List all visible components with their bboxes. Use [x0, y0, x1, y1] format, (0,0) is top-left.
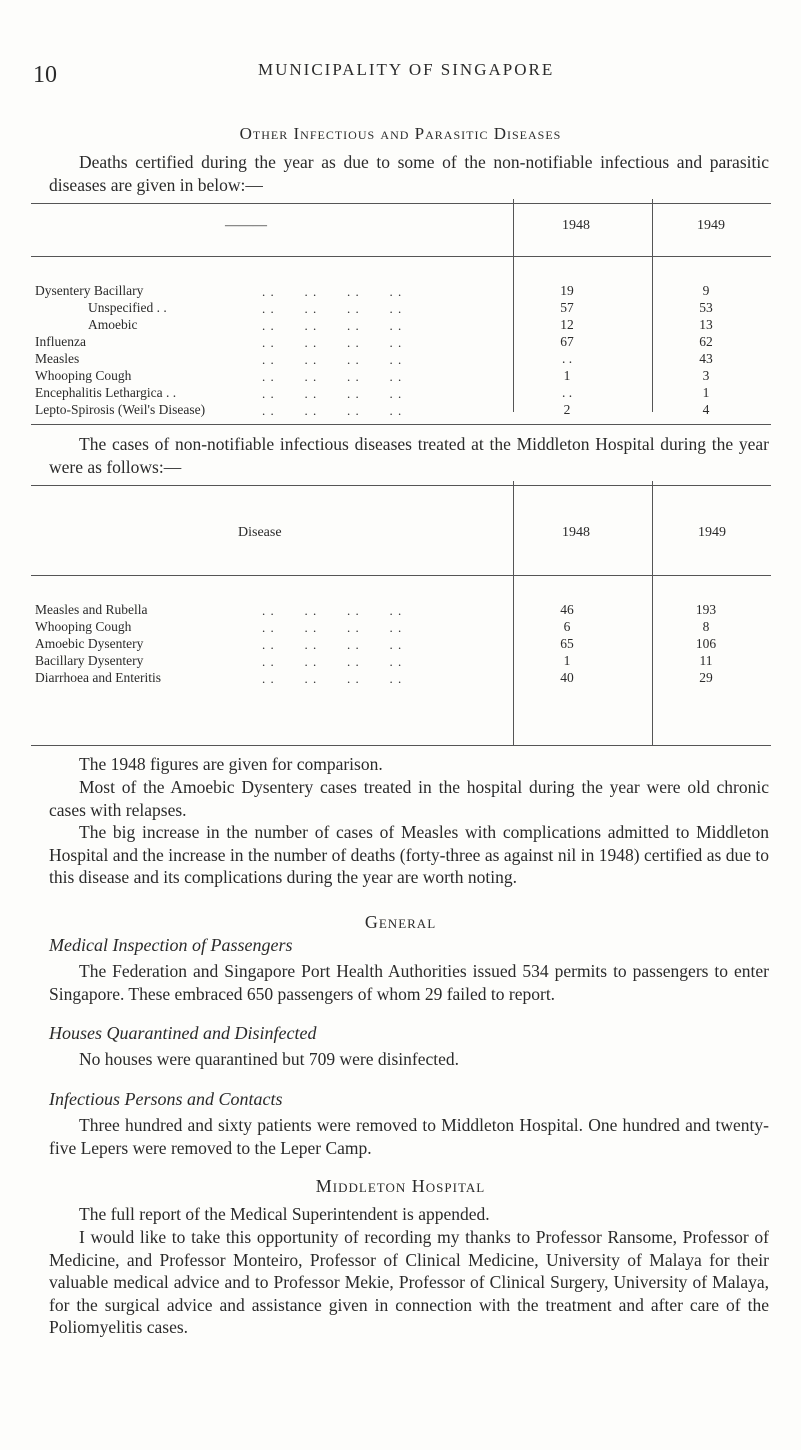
table1-cell: 9 — [702, 283, 710, 298]
running-title: MUNICIPALITY OF SINGAPORE — [258, 60, 555, 79]
table2-cell: 46 — [560, 602, 574, 617]
middleton-heading: Middleton Hospital — [315, 1176, 486, 1196]
leader-dots: . . . . . . . . — [262, 284, 403, 299]
houses-heading: Houses Quarantined and Disinfected — [49, 1023, 317, 1043]
leader-dots: . . . . . . . . — [262, 620, 403, 635]
table2-col-divider-1 — [513, 481, 514, 745]
medical-inspection-heading: Medical Inspection of Passengers — [49, 935, 293, 955]
table2-cell: 8 — [702, 619, 710, 634]
leader-dots: . . . . . . . . — [262, 671, 403, 686]
table2-row-label: Bacillary Dysentery — [35, 653, 144, 668]
page-number: 10 — [33, 62, 57, 88]
infectious-persons-text: Three hundred and sixty patients were removed to Middleton Hospital. One hundred and twenty-five Lepers were removed to the Leper Camp. — [49, 1115, 769, 1158]
table2-cell: 1 — [563, 653, 571, 668]
middle-text: The cases of non-notifiable infectious diseases treated at the Middleton Hospital during the year were as follows:— — [49, 434, 769, 477]
table2-col-1948: 1948 — [562, 525, 590, 540]
table1-cell: . . — [561, 351, 573, 366]
table1-cell: 2 — [563, 402, 571, 417]
section-title-other-infectious: Other Infectious and Parasitic Diseases — [239, 124, 562, 143]
table2-col-divider-2 — [652, 481, 653, 745]
leader-dots: . . . . . . . . — [262, 369, 403, 384]
middleton-report-note: The full report of the Medical Superintendent is appended. — [79, 1204, 490, 1224]
table2-row-label: Whooping Cough — [35, 619, 132, 634]
leader-dots: . . . . . . . . — [262, 352, 403, 367]
table1-cell: 3 — [702, 368, 710, 383]
table1-col-divider-1 — [513, 199, 514, 412]
table1-head-rule — [31, 256, 771, 257]
table1-cell: 13 — [699, 317, 713, 332]
table1-row-label: Encephalitis Lethargica . . — [35, 385, 177, 400]
infectious-persons-heading: Infectious Persons and Contacts — [49, 1089, 283, 1109]
table1-cell: 67 — [560, 334, 574, 349]
amoebic-note: Most of the Amoebic Dysentery cases treated in the hospital during the year were old chronic cases with relapses. — [49, 777, 769, 820]
general-heading: General — [364, 912, 437, 932]
leader-dots: . . . . . . . . — [262, 318, 403, 333]
leader-dots: . . . . . . . . — [262, 386, 403, 401]
table1-corner: ——— — [225, 218, 267, 233]
table1-col-1949: 1949 — [697, 218, 725, 233]
table1-col-1948: 1948 — [562, 218, 590, 233]
table1-row-label: Lepto-Spirosis (Weil's Disease) — [35, 402, 206, 417]
table1-row-label: Dysentery Bacillary — [35, 283, 144, 298]
table1-cell: 53 — [699, 300, 713, 315]
leader-dots: . . . . . . . . — [262, 301, 403, 316]
table2-col-1949: 1949 — [698, 525, 726, 540]
table2-cell: 11 — [699, 653, 713, 668]
leader-dots: . . . . . . . . — [262, 335, 403, 350]
table1-cell: 62 — [699, 334, 713, 349]
table1-cell: . . — [561, 385, 573, 400]
table1-cell: 43 — [699, 351, 713, 366]
table2-head-rule — [31, 575, 771, 576]
houses-text: No houses were quarantined but 709 were disinfected. — [79, 1049, 460, 1069]
table1-cell: 1 — [563, 368, 571, 383]
table1-cell: 12 — [560, 317, 574, 332]
comparison-note: The 1948 figures are given for comparison. — [79, 754, 383, 774]
table2-cell: 6 — [563, 619, 571, 634]
table1-col-divider-2 — [652, 199, 653, 412]
table2-cell: 106 — [695, 636, 717, 651]
table2-row-label: Diarrhoea and Enteritis — [35, 670, 161, 685]
measles-note: The big increase in the number of cases of Measles with complications admitted to Middleton Hospital and the increase in the number of deaths (forty-three as against nil in 1948) certified as due to this disease and its complications during the year are worth noting. — [49, 822, 769, 887]
table1-top-rule — [31, 203, 771, 204]
leader-dots: . . . . . . . . — [262, 403, 403, 418]
table1-row-label: Whooping Cough — [35, 368, 132, 383]
leader-dots: . . . . . . . . — [262, 637, 403, 652]
section-intro: Deaths certified during the year as due to some of the non-notifiable infectious and parasitic diseases are given in below:— — [49, 152, 769, 195]
table2-top-rule — [31, 485, 771, 486]
table2-cell: 65 — [560, 636, 574, 651]
table1-cell: 57 — [560, 300, 574, 315]
table1-cell: 19 — [560, 283, 574, 298]
middleton-thanks: I would like to take this opportunity of recording my thanks to Professor Ransome, Professor of Medicine, and Professor Monteiro, Professor of Clinical Medicine, University of Malaya for their valuable medical advice and to Professor Mekie, Professor of Clinical Surgery, University of Malaya, for the surgical advice and assistance given in connection with the treatment and after care of the Poliomyelitis cases. — [49, 1227, 769, 1337]
table1-bottom-rule — [31, 424, 771, 425]
table2-disease-header: Disease — [238, 525, 282, 540]
table2-row-label: Measles and Rubella — [35, 602, 148, 617]
leader-dots: . . . . . . . . — [262, 603, 403, 618]
table1-row-label: Measles — [35, 351, 80, 366]
table2-cell: 193 — [695, 602, 717, 617]
table2-cell: 29 — [699, 670, 713, 685]
table1-row-label: Influenza — [35, 334, 86, 349]
table1-cell: 1 — [702, 385, 710, 400]
table2-cell: 40 — [560, 670, 574, 685]
table1-cell: 4 — [702, 402, 710, 417]
medical-inspection-text: The Federation and Singapore Port Health Authorities issued 534 permits to passengers to enter Singapore. These embraced 650 passengers of whom 29 failed to report. — [49, 961, 769, 1004]
table2-bottom-rule — [31, 745, 771, 746]
leader-dots: . . . . . . . . — [262, 654, 403, 669]
table1-row-label: Amoebic — [88, 317, 138, 332]
table1-row-label: Unspecified . . — [88, 300, 167, 315]
table2-row-label: Amoebic Dysentery — [35, 636, 144, 651]
